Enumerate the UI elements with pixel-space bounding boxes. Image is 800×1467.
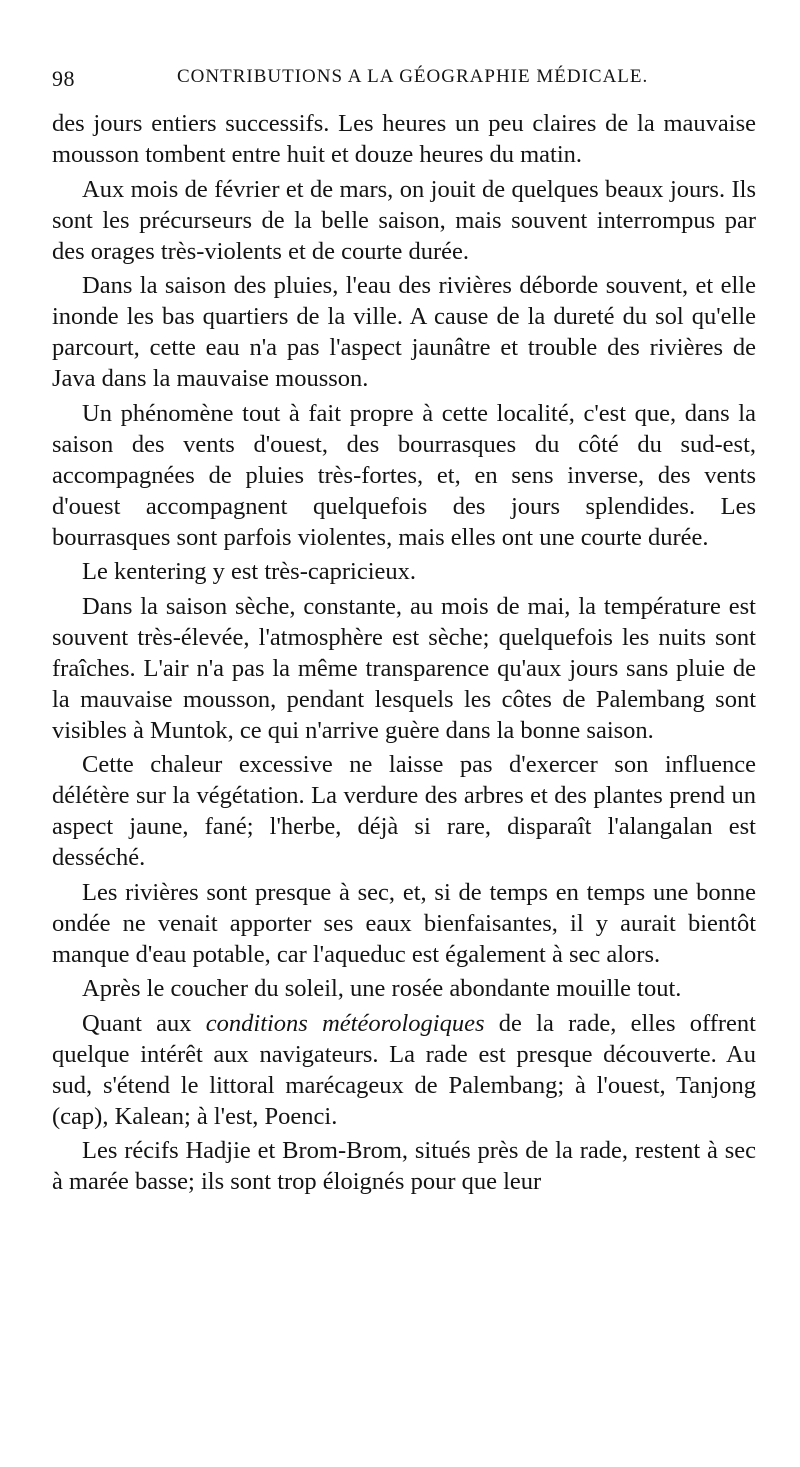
paragraph-rivers-dry: Les rivières sont presque à sec, et, si de temps en temps une bonne ondée ne venait apporter ses eaux bienfaisantes, il y aurait bientôt manque d'eau potable, car l'aqueduc est également à sec alors.: [52, 878, 756, 968]
paragraph-heat-vegetation: Cette chaleur excessive ne laisse pas d'exercer son influence délétère sur la végétation. La verdure des arbres et des plantes prend un aspect jaune, fané; l'herbe, déjà si rare, disparaît l'alangalan est desséché.: [52, 751, 756, 871]
body-text: [52, 108, 756, 1197]
paragraph-kentering: Le kentering y est très-capricieux.: [82, 558, 417, 585]
paragraph-continuation: des jours entiers successifs. Les heures un peu claires de la mauvaise mousson tombent entre huit et douze heures du matin.: [52, 110, 756, 168]
paragraph-dew: Après le coucher du soleil, une rosée abondante mouille tout.: [82, 975, 682, 1002]
paragraph-february-march: Aux mois de février et de mars, on jouit de quelques beaux jours. Ils sont les précurseurs de la belle saison, mais souvent interrompus par des orages très-violents et de courte durée.: [52, 175, 756, 265]
paragraph-roadstead-conditions: [52, 1008, 756, 1132]
paragraph-reefs: Les récifs Hadjie et Brom-Brom, situés près de la rade, restent à sec à marée basse; ils sont trop éloignés pour que leur: [52, 1137, 756, 1195]
paragraph-dry-season: Dans la saison sèche, constante, au mois de mai, la température est souvent très-élevée, l'atmosphère est sèche; quelquefois les nuits sont fraîches. L'air n'a pas la même transparence qu'aux jours sans pluie de la mauvaise mousson, pendant lesquels les côtes de Palembang sont visibles à Muntok, ce qui n'arrive guère dans la bonne saison.: [52, 592, 756, 744]
roadstead-text-start: Quant aux: [82, 1009, 206, 1037]
page-number: 98: [52, 66, 75, 91]
header-title: CONTRIBUTIONS A LA GÉOGRAPHIE MÉDICALE.: [177, 66, 649, 87]
roadstead-text-end: de la rade, elles offrent quelque intérêt aux navigateurs. La rade est presque découverte. Au sud, s'étend le littoral marécageux de Palembang; à l'ouest, Tanjong (cap), Kalean; à l'est, Poenci.: [52, 1009, 756, 1130]
running-header: [52, 60, 756, 96]
paragraph-rainy-season: Dans la saison des pluies, l'eau des rivières déborde souvent, et elle inonde les bas quartiers de la ville. A cause de la dureté du sol qu'elle parcourt, cette eau n'a pas l'aspect jaunâtre et trouble des rivières de Java dans la mauvaise mousson.: [52, 272, 756, 392]
paragraph-west-winds: Un phénomène tout à fait propre à cette localité, c'est que, dans la saison des vents d'ouest, des bourrasques du côté du sud-est, accompagnées de pluies très-fortes, et, en sens inverse, des vents d'ouest accompagnent quelquefois des jours splendides. Les bourrasques sont parfois violentes, mais elles ont une courte durée.: [52, 399, 756, 551]
roadstead-italic-term: conditions météorologiques: [205, 1009, 485, 1037]
